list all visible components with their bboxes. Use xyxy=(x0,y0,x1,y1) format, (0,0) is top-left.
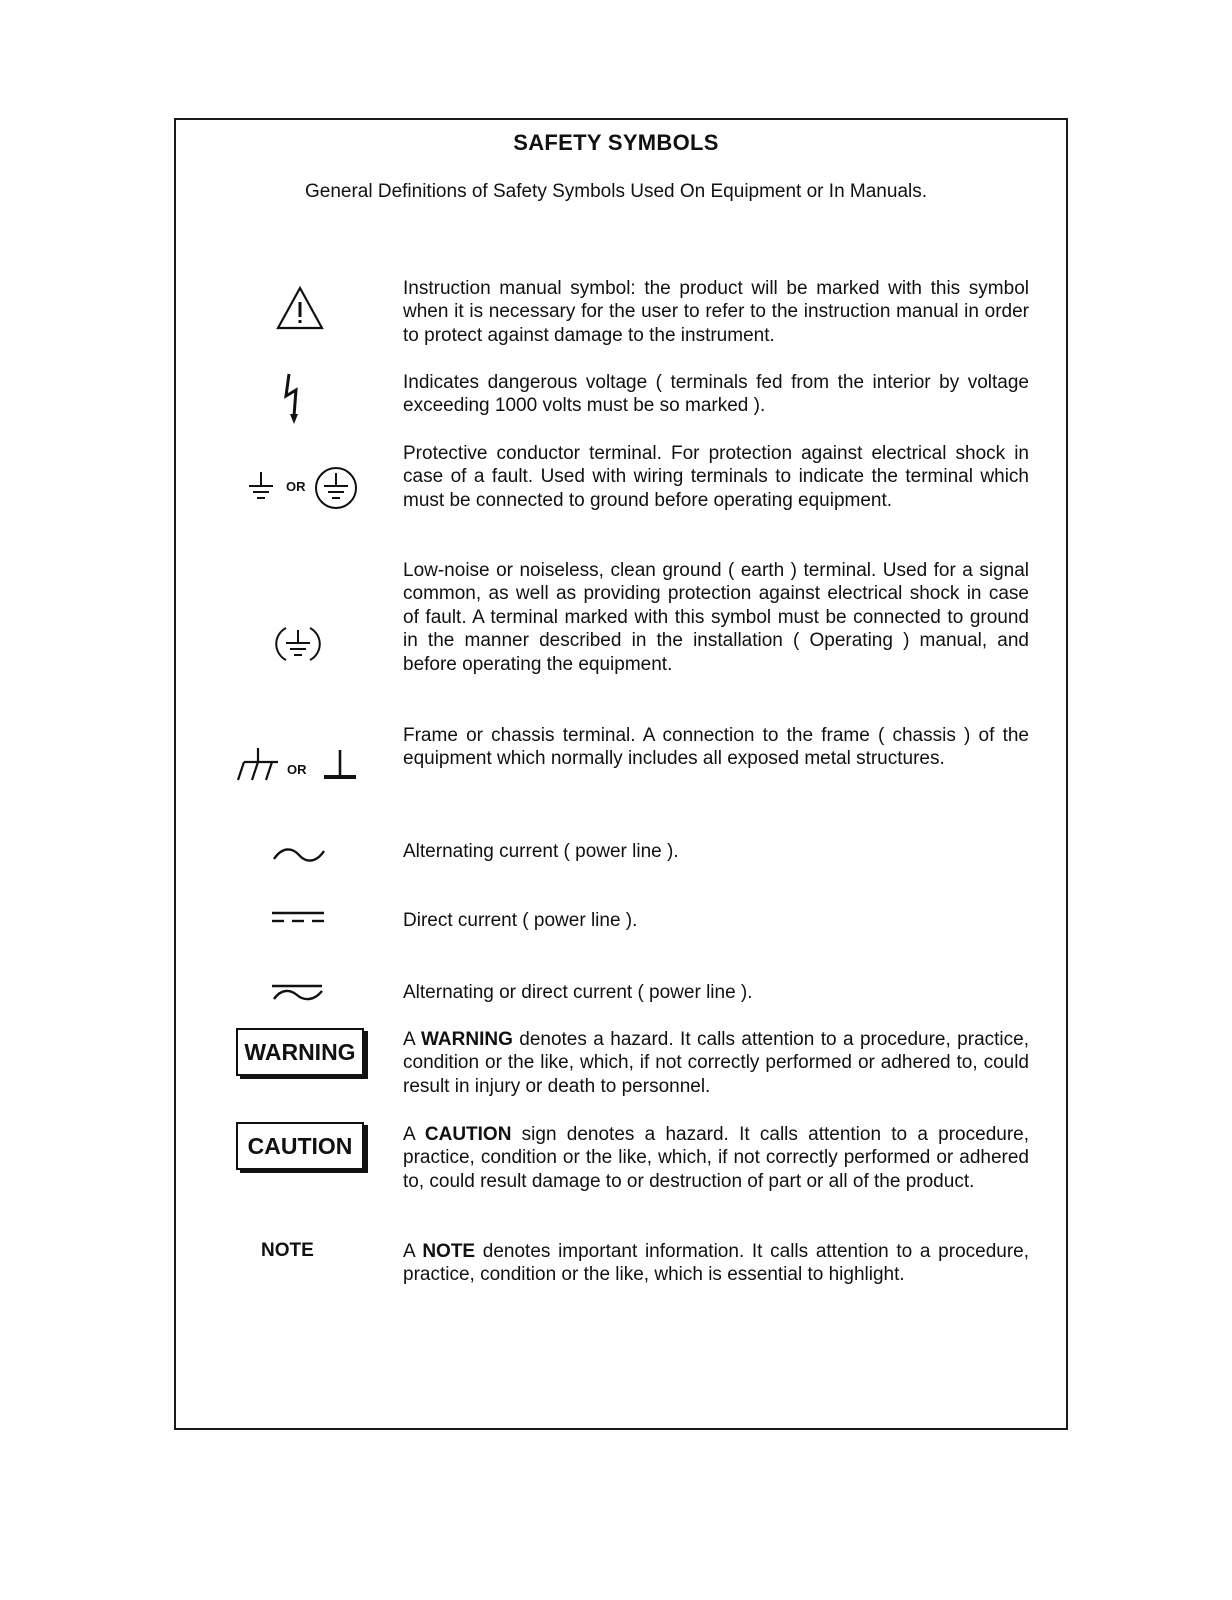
page-title: SAFETY SYMBOLS xyxy=(513,130,719,155)
warning-keyword: WARNING xyxy=(421,1029,513,1050)
lightning-bolt-icon xyxy=(283,372,305,426)
entry-dc-text: Direct current ( power line ). xyxy=(403,910,638,931)
ac-dc-icon xyxy=(272,983,324,1003)
entry-protective-conductor-text: Protective conductor terminal. For protection against electrical shock in case of a fault. Used with wiring terminals to indicate the terminal which must be connected to ground before operating equipment. xyxy=(403,443,1029,511)
caution-suffix: sign denotes a hazard. It calls attention to a procedure, practice, condition or the like, which, if not correctly performed or adhered to, could result damage to or destruction of part or all of the product. xyxy=(403,1124,1029,1192)
entry-instruction-manual-text: Instruction manual symbol: the product will be marked with this symbol when it is necessary for the user to refer to the instruction manual in order to protect against damage to the instrument. xyxy=(403,278,1029,346)
entry-note-text xyxy=(403,1240,1029,1287)
caution-label-box: CAUTION xyxy=(236,1122,364,1170)
note-keyword: NOTE xyxy=(422,1241,476,1262)
note-suffix: denotes important information. It calls attention to a procedure, practice, condition or the like, which is essential to highlight. xyxy=(403,1241,1030,1286)
entry-ac-dc-text: Alternating or direct current ( power line ). xyxy=(403,982,753,1003)
note-label: NOTE xyxy=(261,1240,314,1261)
entry-caution-text xyxy=(403,1123,1029,1193)
entry-clean-ground-text: Low-noise or noiseless, clean ground ( earth ) terminal. Used for a signal common, as well as providing protection against electrical shock in case of fault. A terminal marked with this symbol must be connected to ground in the manner described in the installation ( Operating ) manual, and before operating the equipment. xyxy=(403,560,1029,675)
clean-ground-icon xyxy=(276,624,320,664)
entry-ac-text: Alternating current ( power line ). xyxy=(403,841,679,862)
entry-dangerous-voltage-text: Indicates dangerous voltage ( terminals fed from the interior by voltage exceeding 1000 volts must be so marked ). xyxy=(403,372,1029,417)
entry-warning-text xyxy=(403,1028,1029,1098)
caution-keyword: CAUTION xyxy=(424,1124,512,1145)
warning-suffix: denotes a hazard. It calls attention to a procedure, practice, condition or the like, which, if not correctly performed or adhered to, could result in injury or death to personnel. xyxy=(403,1029,1029,1097)
warning-triangle-icon xyxy=(276,286,324,330)
ac-icon xyxy=(272,845,326,865)
entry-chassis-text: Frame or chassis terminal. A connection to the frame ( chassis ) of the equipment which normally includes all exposed metal structures. xyxy=(403,725,1029,770)
page-subtitle: General Definitions of Safety Symbols Used On Equipment or In Manuals. xyxy=(304,181,928,202)
dc-icon xyxy=(272,910,324,924)
caution-prefix: A xyxy=(403,1124,425,1145)
warning-prefix: A xyxy=(403,1029,422,1050)
or-label: OR xyxy=(287,762,307,777)
or-label: OR xyxy=(286,479,306,494)
note-prefix: A xyxy=(403,1241,423,1262)
warning-label-box: WARNING xyxy=(236,1028,364,1076)
